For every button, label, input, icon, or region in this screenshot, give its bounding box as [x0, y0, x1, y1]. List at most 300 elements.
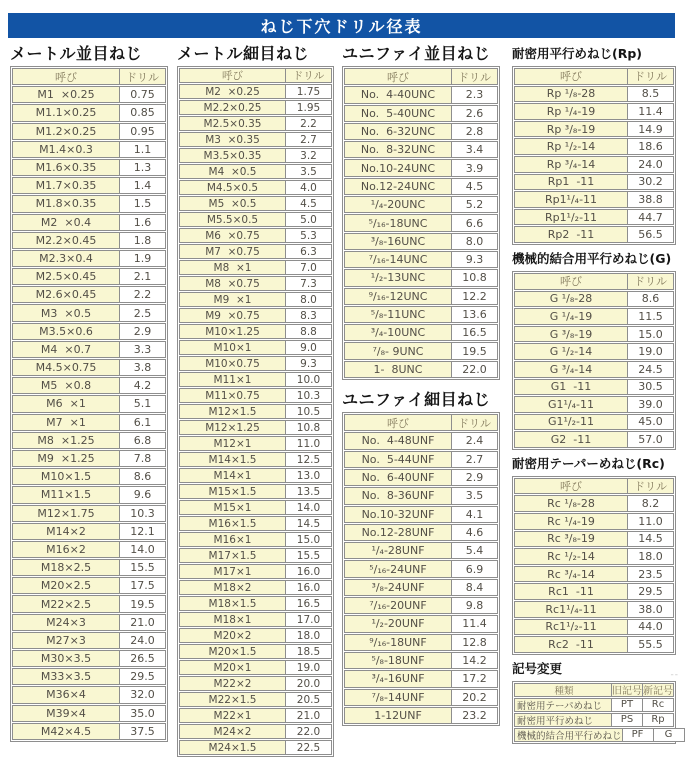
table-row: [179, 276, 332, 291]
drill-size-cell: 17.5: [120, 577, 166, 594]
drill-size-cell: 1.5: [120, 195, 166, 212]
column-header-name: 呼び: [514, 478, 628, 495]
thread-name-cell: M1.1×0.25: [12, 104, 120, 121]
thread-name-cell: No. 8-36UNF: [344, 487, 452, 504]
table-row: [514, 174, 674, 191]
table-row: [179, 116, 332, 131]
table-row: [179, 196, 332, 211]
drill-size-cell: 17.0: [286, 612, 332, 627]
table-row: [12, 650, 166, 667]
thread-name-cell: ⁷/₁₆-14UNC: [344, 251, 452, 268]
drill-size-cell: 56.5: [628, 226, 674, 243]
drill-size-cell: 5.0: [286, 212, 332, 227]
drill-size-cell: 19.5: [120, 595, 166, 612]
table-row: [12, 486, 166, 503]
table-row: [179, 132, 332, 147]
drill-size-cell: 37.5: [120, 723, 166, 740]
table-row: [12, 686, 166, 703]
table-row: [179, 372, 332, 387]
drill-size-cell: 11.5: [628, 308, 674, 325]
drill-size-cell: 13.0: [286, 468, 332, 483]
table-row: [12, 414, 166, 431]
drill-size-cell: 4.6: [452, 524, 498, 541]
column-header-drill: ドリル: [452, 68, 498, 85]
thread-name-cell: M22×1.5: [179, 692, 286, 707]
thread-name-cell: ³/₄-10UNC: [344, 324, 452, 341]
thread-name-cell: M4.5×0.5: [179, 180, 286, 195]
table-row: [344, 670, 498, 687]
drill-size-cell: 21.0: [120, 614, 166, 631]
drill-size-cell: 12.2: [452, 288, 498, 305]
table-row: [12, 723, 166, 740]
table-row: [179, 436, 332, 451]
thread-name-cell: 1- 8UNC: [344, 361, 452, 378]
thread-name-cell: No. 8-32UNC: [344, 141, 452, 158]
drill-size-cell: 2.2: [286, 116, 332, 131]
thread-name-cell: No.12-24UNC: [344, 178, 452, 195]
thread-name-cell: M24×2: [179, 724, 286, 739]
drill-size-cell: 6.3: [286, 244, 332, 259]
drill-size-cell: 44.0: [628, 619, 674, 636]
thread-name-cell: M1.8×0.35: [12, 195, 120, 212]
table-row: [344, 141, 498, 158]
thread-name-cell: Rp1¹/₂-11: [514, 209, 628, 226]
table-row: [179, 580, 332, 595]
table-row: [344, 288, 498, 305]
drill-size-cell: 1.4: [120, 177, 166, 194]
table-row: [514, 548, 674, 565]
thread-name-cell: M2 ×0.25: [179, 84, 286, 99]
table-row: [179, 628, 332, 643]
table-row: [12, 541, 166, 558]
thread-name-cell: M10×1.5: [12, 468, 120, 485]
drill-size-cell: 24.5: [628, 361, 674, 378]
table-row: [514, 343, 674, 360]
thread-name-cell: M22×2.5: [12, 595, 120, 612]
drill-size-cell: 55.5: [628, 636, 674, 653]
thread-name-cell: M17×1: [179, 564, 286, 579]
table-row: [12, 595, 166, 612]
table-row: [12, 632, 166, 649]
table-row: [179, 420, 332, 435]
drill-size-cell: 30.2: [628, 174, 674, 191]
drill-size-cell: 2.6: [452, 105, 498, 122]
table-row: [12, 232, 166, 249]
table-row: [179, 468, 332, 483]
thread-name-cell: G1¹/₄-11: [514, 396, 628, 413]
table-metric-coarse: [10, 66, 168, 742]
old-symbol-cell: PS: [612, 713, 643, 727]
thread-name-cell: G ¹/₄-19: [514, 308, 628, 325]
type-cell: 耐密用平行めねじ: [514, 713, 612, 727]
table-row: [179, 644, 332, 659]
column-header-name: 呼び: [12, 68, 120, 85]
drill-size-cell: 14.5: [286, 516, 332, 531]
drill-size-cell: 23.2: [452, 707, 498, 724]
table-row: [514, 531, 674, 548]
drill-size-cell: 6.6: [452, 214, 498, 231]
drill-size-cell: 23.5: [628, 566, 674, 583]
drill-size-cell: 11.4: [628, 103, 674, 120]
table-row: [344, 707, 498, 724]
drill-size-cell: 29.5: [628, 583, 674, 600]
thread-name-cell: G ³/₈-19: [514, 326, 628, 343]
thread-name-cell: M14×1: [179, 468, 286, 483]
drill-size-cell: 2.7: [286, 132, 332, 147]
table-row: [179, 548, 332, 563]
table-row: [344, 432, 498, 449]
thread-name-cell: G ¹/₈-28: [514, 291, 628, 308]
table-unified-fine: [342, 412, 500, 726]
column-header-name: 呼び: [179, 68, 286, 83]
table-row: [12, 268, 166, 285]
table-row: [179, 516, 332, 531]
thread-name-cell: Rc1¹/₄-11: [514, 601, 628, 618]
thread-name-cell: Rp ¹/₈-28: [514, 86, 628, 103]
table-row: [514, 431, 674, 448]
thread-name-cell: M12×1: [179, 436, 286, 451]
thread-name-cell: G ¹/₂-14: [514, 343, 628, 360]
drill-size-cell: 2.1: [120, 268, 166, 285]
table-row: [12, 341, 166, 358]
table-row: [514, 226, 674, 243]
table-row: [344, 597, 498, 614]
thread-name-cell: Rc ³/₄-14: [514, 566, 628, 583]
table-row: [179, 532, 332, 547]
drill-size-cell: 16.0: [286, 564, 332, 579]
drill-size-cell: 5.1: [120, 395, 166, 412]
thread-name-cell: M18×1: [179, 612, 286, 627]
thread-name-cell: M22×2: [179, 676, 286, 691]
drill-size-cell: 11.0: [628, 513, 674, 530]
thread-name-cell: ⁷/₈-14UNF: [344, 689, 452, 706]
table-row: [179, 388, 332, 403]
table-row: [344, 615, 498, 632]
drill-size-cell: 30.5: [628, 379, 674, 396]
table-row: [344, 306, 498, 323]
thread-name-cell: M18×1.5: [179, 596, 286, 611]
drill-size-cell: 8.4: [452, 579, 498, 596]
table-row: [514, 326, 674, 343]
old-symbol-cell: PF: [623, 728, 654, 742]
thread-name-cell: M18×2: [179, 580, 286, 595]
table-row: [179, 452, 332, 467]
table-row: [179, 212, 332, 227]
thread-name-cell: Rp1¹/₄-11: [514, 191, 628, 208]
drill-size-cell: 8.3: [286, 308, 332, 323]
thread-name-cell: M11×0.75: [179, 388, 286, 403]
drill-size-cell: 2.3: [452, 86, 498, 103]
thread-name-cell: M10×1.25: [179, 324, 286, 339]
thread-name-cell: Rp ³/₄-14: [514, 156, 628, 173]
table-row: [179, 164, 332, 179]
thread-name-cell: M15×1.5: [179, 484, 286, 499]
table-header-row: [514, 68, 674, 85]
thread-name-cell: M1.7×0.35: [12, 177, 120, 194]
column-header-drill: ドリル: [452, 414, 498, 431]
thread-name-cell: Rc ¹/₄-19: [514, 513, 628, 530]
drill-size-cell: 14.9: [628, 121, 674, 138]
thread-name-cell: M6 ×0.75: [179, 228, 286, 243]
drill-size-cell: 45.0: [628, 414, 674, 431]
drill-size-cell: 20.5: [286, 692, 332, 707]
table-row: [344, 579, 498, 596]
table-row: [514, 291, 674, 308]
table-row: [12, 141, 166, 158]
thread-name-cell: M24×3: [12, 614, 120, 631]
thread-name-cell: M9 ×0.75: [179, 308, 286, 323]
thread-name-cell: M10×1: [179, 340, 286, 355]
table-row: [344, 542, 498, 559]
table-row: [12, 505, 166, 522]
type-cell: 耐密用テーパめねじ: [514, 698, 612, 712]
table-row: [514, 191, 674, 208]
thread-name-cell: ¹/₄-20UNC: [344, 196, 452, 213]
drill-size-cell: 18.5: [286, 644, 332, 659]
drill-size-cell: 13.6: [452, 306, 498, 323]
thread-name-cell: ⁹/₁₆-12UNC: [344, 288, 452, 305]
thread-name-cell: ⁹/₁₆-18UNF: [344, 634, 452, 651]
drill-size-cell: 3.8: [120, 359, 166, 376]
thread-name-cell: No. 5-44UNF: [344, 451, 452, 468]
table-row: [344, 361, 498, 378]
drill-size-cell: 3.5: [452, 487, 498, 504]
table-row: [12, 177, 166, 194]
table-row: [179, 228, 332, 243]
drill-size-cell: 4.0: [286, 180, 332, 195]
drill-size-cell: 1.3: [120, 159, 166, 176]
drill-size-cell: 0.75: [120, 86, 166, 103]
table-header-row: [179, 68, 332, 83]
drill-size-cell: 8.8: [286, 324, 332, 339]
thread-name-cell: M27×3: [12, 632, 120, 649]
new-symbol-cell: G: [654, 728, 685, 742]
drill-size-cell: 2.9: [452, 469, 498, 486]
drill-size-cell: 18.6: [628, 138, 674, 155]
thread-name-cell: M2.3×0.4: [12, 250, 120, 267]
table-row: [344, 652, 498, 669]
type-cell: 機械的結合用平行めねじ: [514, 728, 623, 742]
drill-size-cell: 15.0: [286, 532, 332, 547]
table-row: [344, 634, 498, 651]
table-row: [514, 121, 674, 138]
drill-size-cell: 22.0: [286, 724, 332, 739]
thread-name-cell: M15×1: [179, 500, 286, 515]
table-row: [179, 340, 332, 355]
thread-name-cell: ⁵/₈-11UNC: [344, 306, 452, 323]
thread-name-cell: G1¹/₂-11: [514, 414, 628, 431]
thread-name-cell: M3 ×0.5: [12, 304, 120, 321]
table-row: [344, 196, 498, 213]
table-row: [179, 308, 332, 323]
table-row: [12, 104, 166, 121]
table-row: [179, 740, 332, 755]
thread-name-cell: G1 -11: [514, 379, 628, 396]
drill-size-cell: 24.0: [120, 632, 166, 649]
drill-size-cell: 20.2: [452, 689, 498, 706]
drill-size-cell: 5.2: [452, 196, 498, 213]
thread-name-cell: ³/₈-16UNC: [344, 233, 452, 250]
table-row: [344, 560, 498, 577]
table-row: [179, 180, 332, 195]
table-row: [179, 708, 332, 723]
thread-name-cell: ⁵/₁₆-18UNC: [344, 214, 452, 231]
drill-size-cell: 39.0: [628, 396, 674, 413]
table-row: [344, 524, 498, 541]
table-row: [12, 668, 166, 685]
thread-name-cell: M20×1.5: [179, 644, 286, 659]
table-row: [514, 495, 674, 512]
drill-size-cell: 1.8: [120, 232, 166, 249]
drill-size-cell: 11.4: [452, 615, 498, 632]
thread-name-cell: ¹/₂-13UNC: [344, 269, 452, 286]
drill-size-cell: 20.0: [286, 676, 332, 691]
thread-name-cell: Rp ¹/₂-14: [514, 138, 628, 155]
column-header-name: 呼び: [514, 68, 628, 85]
thread-name-cell: M5 ×0.5: [179, 196, 286, 211]
table-row: [344, 487, 498, 504]
table-row: [344, 178, 498, 195]
drill-size-cell: 2.4: [452, 432, 498, 449]
column-header-drill: ドリル: [628, 68, 674, 85]
table-row: [179, 596, 332, 611]
column-header-old-symbol: 旧記号: [612, 683, 643, 697]
table-row: [12, 195, 166, 212]
thread-name-cell: M3 ×0.35: [179, 132, 286, 147]
thread-name-cell: M1.2×0.25: [12, 123, 120, 140]
drill-size-cell: 18.0: [628, 548, 674, 565]
column-header-new-symbol: 新記号: [643, 683, 674, 697]
drill-size-cell: 9.6: [120, 486, 166, 503]
thread-name-cell: Rc ³/₈-19: [514, 531, 628, 548]
table-row: [514, 583, 674, 600]
drill-size-cell: 13.5: [286, 484, 332, 499]
thread-name-cell: M8 ×0.75: [179, 276, 286, 291]
drill-size-cell: 4.5: [452, 178, 498, 195]
thread-name-cell: M1.6×0.35: [12, 159, 120, 176]
table-row: [514, 513, 674, 530]
section-title-metric-coarse: メートル並目ねじ: [10, 44, 143, 63]
table-row: [179, 692, 332, 707]
table-header-row: [514, 478, 674, 495]
old-symbol-cell: PT: [612, 698, 643, 712]
table-header-row: [514, 683, 674, 697]
thread-name-cell: M5.5×0.5: [179, 212, 286, 227]
thread-name-cell: M16×1.5: [179, 516, 286, 531]
thread-name-cell: M5 ×0.8: [12, 377, 120, 394]
thread-name-cell: M36×4: [12, 686, 120, 703]
table-row: [12, 468, 166, 485]
drill-size-cell: 9.8: [452, 597, 498, 614]
table-header-row: [514, 273, 674, 290]
drill-size-cell: 16.5: [452, 324, 498, 341]
table-row: [514, 209, 674, 226]
thread-name-cell: M4 ×0.5: [179, 164, 286, 179]
drill-size-cell: 2.9: [120, 323, 166, 340]
drill-size-cell: 6.8: [120, 432, 166, 449]
page-corner-mark: --: [670, 670, 679, 680]
table-row: [179, 724, 332, 739]
table-row: [12, 286, 166, 303]
thread-name-cell: M20×2: [179, 628, 286, 643]
drill-size-cell: 14.0: [286, 500, 332, 515]
drill-size-cell: 4.5: [286, 196, 332, 211]
thread-name-cell: 1-12UNF: [344, 707, 452, 724]
drill-size-cell: 38.8: [628, 191, 674, 208]
section-title-unified-fine: ユニファイ細目ねじ: [342, 390, 491, 410]
table-row: [514, 138, 674, 155]
table-row: [12, 214, 166, 231]
table-row: [179, 660, 332, 675]
table-row: [179, 404, 332, 419]
thread-name-cell: M16×2: [12, 541, 120, 558]
thread-name-cell: ⁵/₁₆-24UNF: [344, 560, 452, 577]
drill-size-cell: 44.7: [628, 209, 674, 226]
drill-size-cell: 7.8: [120, 450, 166, 467]
table-row: [179, 484, 332, 499]
thread-name-cell: ⁵/₈-18UNF: [344, 652, 452, 669]
drill-size-cell: 5.4: [452, 542, 498, 559]
drill-size-cell: 4.1: [452, 506, 498, 523]
drill-size-cell: 2.5: [120, 304, 166, 321]
table-row: [514, 361, 674, 378]
thread-name-cell: M39×4: [12, 705, 120, 722]
drill-size-cell: 14.0: [120, 541, 166, 558]
drill-size-cell: 10.0: [286, 372, 332, 387]
drill-size-cell: 22.0: [452, 361, 498, 378]
new-symbol-cell: Rc: [643, 698, 674, 712]
table-row: [12, 705, 166, 722]
thread-name-cell: M20×2.5: [12, 577, 120, 594]
thread-name-cell: M17×1.5: [179, 548, 286, 563]
drill-size-cell: 12.5: [286, 452, 332, 467]
thread-name-cell: M3.5×0.6: [12, 323, 120, 340]
drill-size-cell: 2.2: [120, 286, 166, 303]
table-row: [514, 619, 674, 636]
drill-size-cell: 11.0: [286, 436, 332, 451]
table-row: [514, 86, 674, 103]
section-title-unified-coarse: ユニファイ並目ねじ: [342, 44, 491, 63]
table-row: [514, 379, 674, 396]
thread-name-cell: ⁷/₁₆-20UNF: [344, 597, 452, 614]
thread-name-cell: ¹/₄-28UNF: [344, 542, 452, 559]
thread-name-cell: M42×4.5: [12, 723, 120, 740]
drill-size-cell: 21.0: [286, 708, 332, 723]
table-row: [344, 269, 498, 286]
drill-size-cell: 57.0: [628, 431, 674, 448]
table-row: [12, 432, 166, 449]
drill-size-cell: 6.9: [452, 560, 498, 577]
drill-size-cell: 6.1: [120, 414, 166, 431]
drill-size-cell: 12.8: [452, 634, 498, 651]
drill-size-cell: 8.5: [628, 86, 674, 103]
drill-size-cell: 7.0: [286, 260, 332, 275]
thread-name-cell: M9 ×1.25: [12, 450, 120, 467]
drill-size-cell: 15.5: [120, 559, 166, 576]
drill-size-cell: 9.3: [286, 356, 332, 371]
table-row: [12, 577, 166, 594]
table-row: [344, 469, 498, 486]
table-row: [344, 233, 498, 250]
drill-size-cell: 16.5: [286, 596, 332, 611]
thread-name-cell: G ³/₄-14: [514, 361, 628, 378]
table-row: [179, 676, 332, 691]
table-row: [514, 601, 674, 618]
drill-size-cell: 19.0: [286, 660, 332, 675]
table-row: [12, 614, 166, 631]
thread-name-cell: M2 ×0.4: [12, 214, 120, 231]
thread-name-cell: No. 5-40UNC: [344, 105, 452, 122]
